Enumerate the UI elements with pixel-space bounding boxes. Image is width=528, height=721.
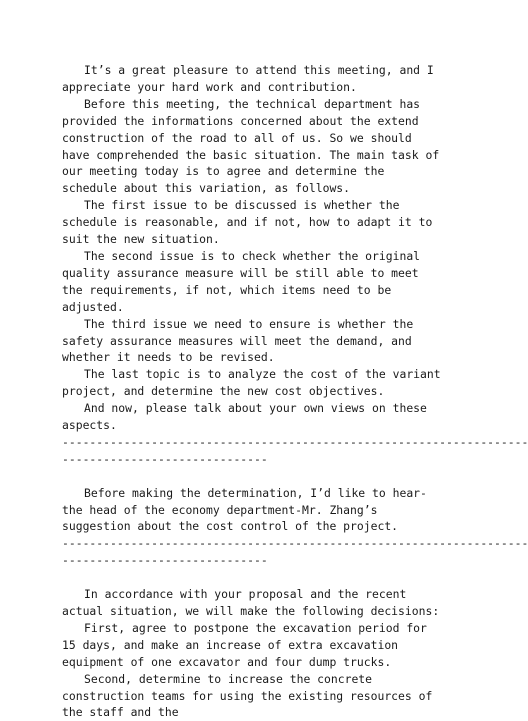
separator-line: ------------------------------	[62, 451, 268, 466]
paragraph-first-issue: The first issue to be discussed is whether the schedule is reasonable, and if not, how to adapt it to suit the new situation.	[62, 198, 433, 247]
paragraph-decision-second: Second, determine to increase the concrete construction teams for using the existing resources of the staff and the	[62, 671, 433, 720]
paragraph-third-issue: The third issue we need to ensure is whether the safety assurance measures will meet the demand, and whether it needs to be revised.	[62, 316, 414, 365]
paragraph-invite-views: And now, please talk about your own views on these aspects.	[62, 401, 427, 433]
paragraph-last-topic: The last topic is to analyze the cost of the variant project, and determine the new cost objectives.	[62, 367, 441, 399]
separator-1	[62, 434, 528, 468]
paragraph-decision-first: First, agree to postpone the excavation period for 15 days, and make an increase of extra excavation equipment of one excavator and four dump trucks.	[62, 620, 427, 669]
paragraph-decisions-intro: In accordance with your proposal and the recent actual situation, we will make the following decisions:	[62, 587, 440, 618]
paragraph-meeting-purpose: Before this meeting, the technical department has provided the informations concerned about the extend construction of the road to all of us. So we should have comprehended the basic situation. The main task of our meeting today is to agree and determine the schedule about this variation, as follows.	[62, 96, 440, 196]
paragraph-greeting: It’s a great pleasure to attend this meeting, and I appreciate your hard work and contribution.	[62, 63, 434, 94]
separator-line: --------------------------------------------------------------------	[62, 434, 528, 449]
separator-line: --------------------------------------------------------------------	[62, 536, 528, 551]
separator-line: ------------------------------	[62, 553, 268, 568]
paragraph-second-issue: The second issue is to check whether the original quality assurance measure will be still able to meet the requirements, if not, which items need to be adjusted.	[62, 248, 421, 314]
document-body	[62, 62, 528, 721]
paragraph-economy-suggestion: Before making the determination, I’d like to hear-the head of the economy department-Mr. Zhang’s suggestion about the cost control of the project.	[62, 485, 427, 534]
separator-2	[62, 535, 528, 569]
